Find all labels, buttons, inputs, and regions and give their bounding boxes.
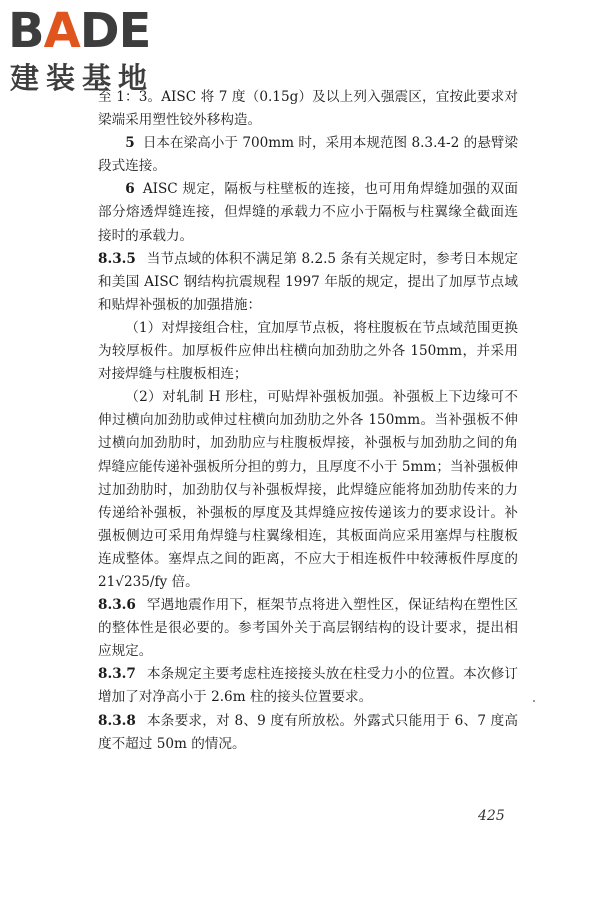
section-8-3-6 — [98, 594, 518, 663]
logo-subtitle: 建装基地 — [10, 61, 155, 95]
page-number: 425 — [478, 808, 505, 824]
section-8-3-8 — [98, 710, 518, 756]
section-number: 8.3.8 — [98, 712, 136, 729]
section-8-3-7 — [98, 663, 518, 709]
site-logo — [8, 3, 178, 98]
paragraph-text: 罕遇地震作用下，框架节点将进入塑性区，保证结构在塑性区的整体性是很必要的。参考国外关于高层钢结构的设计要求，提出相应规定。 — [98, 597, 518, 660]
paragraph-text: 当节点域的体积不满足第 8.2.5 条有关规定时，参考日本规定和美国 AISC 钢结构抗震规程 1997 年版的规定，提出了加厚节点域和贴焊补强板的加强措施： — [98, 250, 518, 313]
section-number: 8.3.6 — [98, 597, 136, 614]
scan-speck — [533, 700, 535, 702]
logo-letter-b: B — [8, 3, 44, 59]
paragraph-item-5 — [98, 132, 518, 178]
item-number: 5 — [125, 135, 135, 152]
paragraph-text: 至 1：3。AISC 将 7 度（0.15g）及以上列入强震区，宜按此要求对梁端采用塑性铰外移构造。 — [98, 89, 518, 129]
section-8-3-5 — [98, 248, 518, 317]
paragraph-text: （1）对焊接组合柱，宜加厚节点板，将柱腹板在节点域范围更换为较厚板件。加厚板件应伸出柱横向加劲肋之外各 150mm，并采用对接焊缝与柱腹板相连； — [98, 319, 518, 383]
paragraph-item-6 — [98, 178, 518, 247]
paragraph-text: AISC 规定，隔板与柱壁板的连接，也可用角焊缝加强的双面部分熔透焊缝连接，但焊缝的承载力不应小于隔板与柱翼缘全截面连接时的承载力。 — [98, 181, 518, 244]
logo-wordmark — [8, 3, 151, 59]
paragraph-sub-1 — [98, 317, 518, 386]
section-number: 8.3.7 — [98, 666, 136, 683]
logo-letters-de: DE — [79, 3, 151, 59]
paragraph-text: 本条规定主要考虑柱连接接头放在柱受力小的位置。本次修订增加了对净高小于 2.6m 柱的接头位置要求。 — [98, 666, 518, 706]
item-number: 6 — [125, 181, 135, 198]
paragraph-text: （2）对轧制 H 形柱，可贴焊补强板加强。补强板上下边缘可不伸过横向加劲肋或伸过柱横向加劲肋之外各 150mm。当补强板不伸过横向加劲肋时，加劲肋应与柱腹板焊接，补强板与加劲肋之间的角焊缝应能传递补强板所分担的剪力，且厚度不小于 5mm；当补强板伸过加劲肋时，加劲肋仅与补强板焊接，此焊缝应能将加劲肋传来的力传递给补强板，补强板的厚度及其焊缝应按传递该力的要求设计。补强板侧边可采用角焊缝与柱翼缘相连，其板面尚应采用塞焊与柱腹板连成整体。塞焊点之间的距离，不应大于相连板件中较薄板件厚度的 21√235/fy 倍。 — [98, 389, 518, 590]
paragraph-text: 本条要求，对 8、9 度有所放松。外露式只能用于 6、7 度高度不超过 50m 的情况。 — [98, 712, 518, 752]
document-body — [98, 86, 518, 756]
logo-letter-a: A — [43, 3, 80, 59]
section-number: 8.3.5 — [98, 250, 136, 267]
paragraph-sub-2 — [98, 386, 518, 594]
paragraph-text: 日本在梁高小于 700mm 时，采用本规范图 8.3.4-2 的悬臂梁段式连接。 — [98, 135, 518, 175]
